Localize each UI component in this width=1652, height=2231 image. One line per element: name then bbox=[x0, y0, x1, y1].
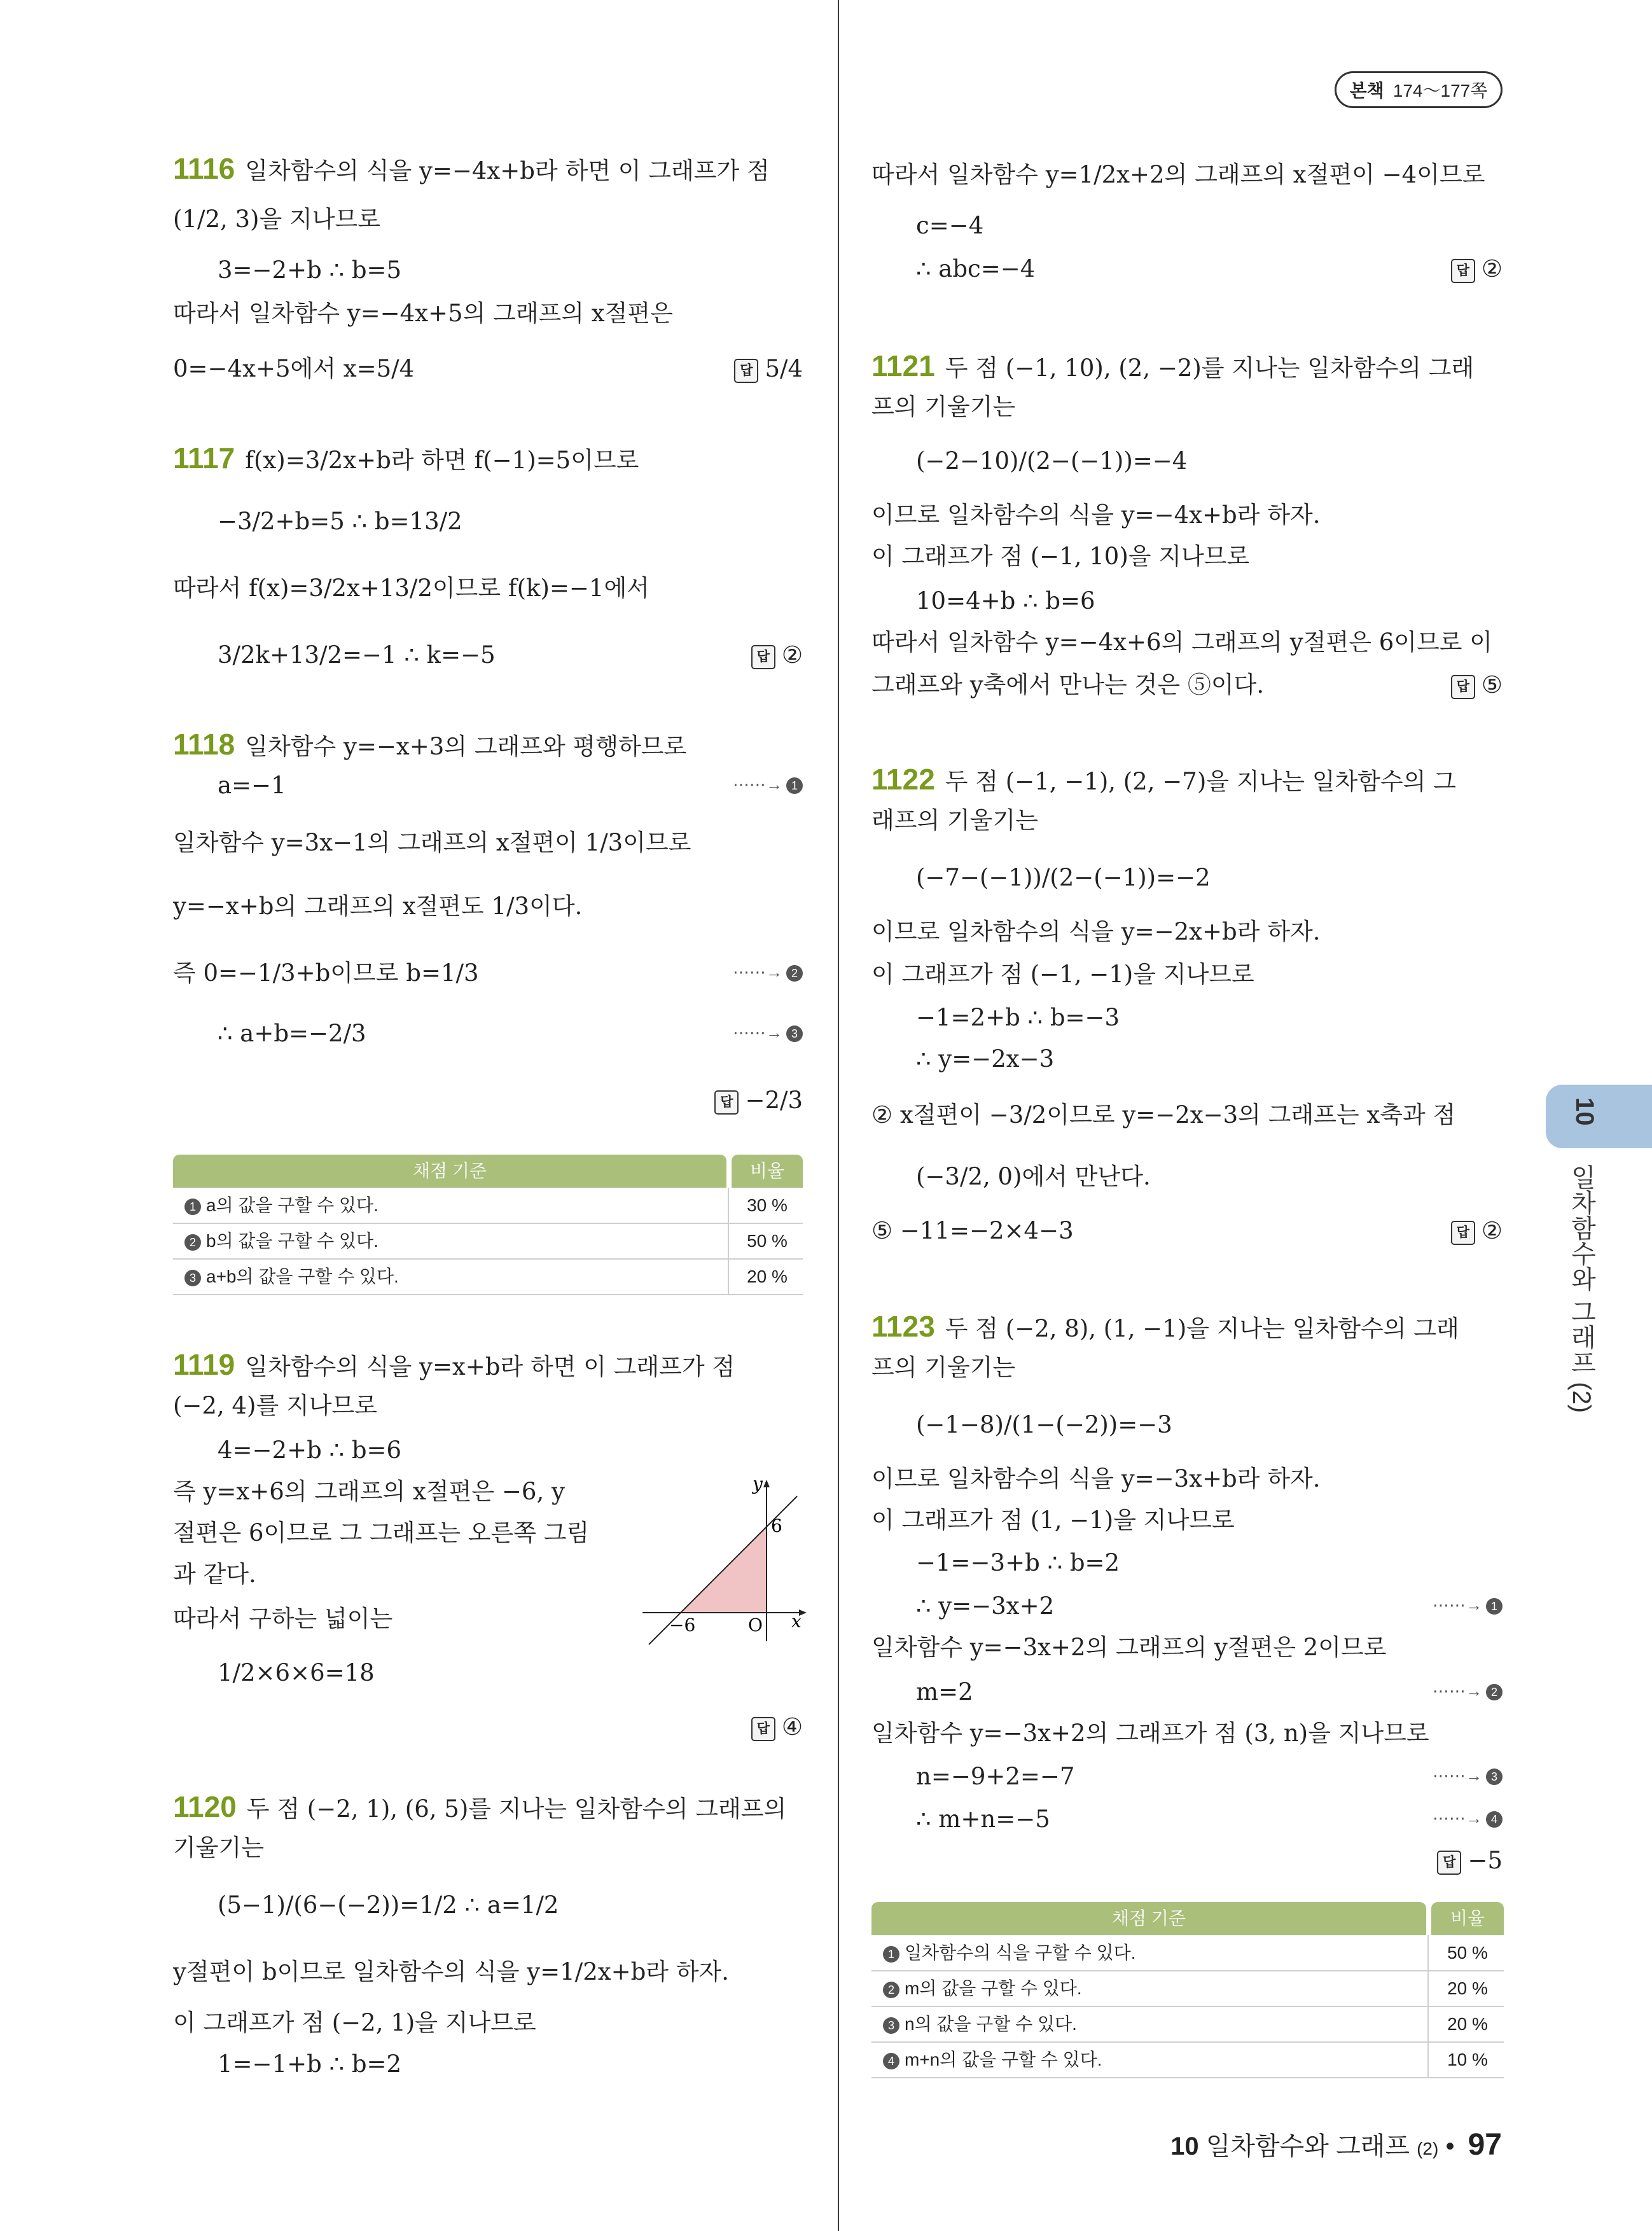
line-text: ∴ a+b=−2/3 bbox=[218, 1020, 366, 1047]
right-solution-line bbox=[871, 959, 1254, 990]
answer-label-box: 답 bbox=[1451, 259, 1475, 283]
line-text: (5−1)/(6−(−2))=1/2 ∴ a=1/2 bbox=[218, 1891, 559, 1919]
right-solution-line bbox=[871, 499, 1320, 531]
right-solution-line bbox=[916, 1043, 1054, 1075]
answer-value: −2/3 bbox=[745, 1087, 803, 1114]
table-row bbox=[173, 1223, 803, 1260]
line-text: ∴ m+n=−5 bbox=[916, 1805, 1050, 1833]
table-column-separator bbox=[728, 1188, 729, 1295]
line-text: 따라서 일차함수 y=−4x+5의 그래프의 x절편은 bbox=[173, 300, 673, 327]
footer-chapter: 10 bbox=[1170, 2132, 1199, 2160]
answer-value: 5/4 bbox=[765, 355, 803, 382]
answer-label-box: 답 bbox=[751, 645, 775, 669]
side-tab-title: 일차함수와 그래프 (2) bbox=[1567, 1164, 1595, 1414]
graph-1119 bbox=[636, 1476, 814, 1654]
line-text: 프의 기울기는 bbox=[871, 393, 1016, 420]
page-reference-badge bbox=[1335, 71, 1503, 108]
criteria-text: m의 값을 구할 수 있다. bbox=[905, 1978, 1082, 1998]
right-solution-line bbox=[916, 253, 1035, 285]
y-axis-arrow bbox=[763, 1480, 770, 1487]
left-problem-1116-line bbox=[173, 153, 770, 187]
criteria-cell bbox=[883, 2042, 1102, 2077]
line-text: c=−4 bbox=[916, 212, 984, 239]
problem-number: 1120 bbox=[173, 1790, 237, 1823]
right-solution-line bbox=[871, 669, 1264, 701]
line-text: (−3/2, 0)에서 만난다. bbox=[916, 1163, 1151, 1190]
left-solution-line bbox=[218, 639, 496, 671]
left-solution-line bbox=[173, 2007, 536, 2039]
step-marker: ⋯⋯→ 2 bbox=[733, 963, 803, 982]
step-number: 1 bbox=[786, 777, 803, 794]
x-intercept-label: −6 bbox=[669, 1615, 696, 1636]
step-number: 3 bbox=[1486, 1769, 1503, 1785]
line-text: (1/2, 3)을 지나므로 bbox=[173, 205, 380, 233]
ratio-cell: 20 % bbox=[1447, 1978, 1488, 1998]
criteria-cell bbox=[184, 1188, 378, 1223]
line-text: 이 그래프가 점 (−2, 1)을 지나므로 bbox=[173, 2009, 536, 2036]
line-text: 따라서 f(x)=3/2x+13/2이므로 f(k)=−1에서 bbox=[173, 574, 649, 602]
line-text: 일차함수의 식을 y=−4x+b라 하면 이 그래프가 점 bbox=[245, 157, 770, 184]
table-header-ratio: 비율 bbox=[732, 1155, 803, 1188]
criteria-cell bbox=[883, 1971, 1082, 2006]
line-text: 0=−4x+5에서 x=5/4 bbox=[173, 355, 415, 382]
right-solution-line bbox=[871, 1718, 1429, 1749]
right-solution-line bbox=[871, 1463, 1320, 1495]
left-solution-line bbox=[173, 1476, 565, 1508]
ratio-cell: 50 % bbox=[1447, 1943, 1488, 1963]
left-problem-1118-line bbox=[173, 728, 686, 763]
right-solution-line bbox=[916, 1804, 1050, 1835]
ratio-cell: 20 % bbox=[747, 1267, 788, 1286]
right-problem-1121-line bbox=[871, 350, 1474, 384]
ratio-cell: 20 % bbox=[1447, 2014, 1488, 2034]
ratio-cell: 10 % bbox=[1447, 2050, 1488, 2069]
table-column-separator bbox=[1427, 1935, 1429, 2078]
table-row bbox=[871, 1971, 1504, 2007]
line-text: 래프의 기울기는 bbox=[871, 807, 1038, 834]
page-number: 97 bbox=[1468, 2128, 1502, 2162]
criteria-number: 2 bbox=[184, 1234, 201, 1251]
y-intercept-label: 6 bbox=[771, 1515, 782, 1536]
y-axis-label: y bbox=[753, 1476, 763, 1494]
right-solution-line bbox=[916, 1002, 1120, 1034]
line-text: a=−1 bbox=[218, 772, 286, 799]
table-row bbox=[871, 2042, 1504, 2078]
answer-mark bbox=[1451, 253, 1503, 285]
line-text: 두 점 (−2, 8), (1, −1)을 지나는 일차함수의 그래 bbox=[945, 1315, 1459, 1342]
footer-separator: • bbox=[1445, 2132, 1455, 2160]
line-text: 따라서 구하는 넓이는 bbox=[173, 1605, 393, 1632]
left-solution-line bbox=[218, 1018, 366, 1050]
chapter-side-tab bbox=[1546, 1085, 1652, 1148]
right-solution-line bbox=[871, 1352, 1015, 1384]
line-text: (−2, 4)를 지나므로 bbox=[173, 1392, 377, 1419]
right-solution-line bbox=[916, 1676, 973, 1708]
answer-value: ② bbox=[1481, 255, 1503, 282]
line-text: ② x절편이 −3/2이므로 y=−2x−3의 그래프는 x축과 점 bbox=[871, 1101, 1456, 1129]
line-text: 이 그래프가 점 (1, −1)을 지나므로 bbox=[871, 1506, 1235, 1534]
left-solution-line bbox=[218, 1889, 559, 1921]
answer-value: ④ bbox=[781, 1713, 803, 1741]
line-text: 두 점 (−1, −1), (2, −7)을 지나는 일차함수의 그 bbox=[945, 768, 1456, 795]
criteria-number: 1 bbox=[883, 1946, 899, 1963]
left-problem-1120-line bbox=[173, 1791, 786, 1825]
line-text: 일차함수 y=3x−1의 그래프의 x절편이 1/3이므로 bbox=[173, 829, 691, 856]
right-solution-line bbox=[871, 541, 1249, 573]
line-text: f(x)=3/2x+b라 하면 f(−1)=5이므로 bbox=[245, 447, 639, 474]
line-text: 일차함수의 식을 y=x+b라 하면 이 그래프가 점 bbox=[245, 1353, 735, 1380]
page-reference-pages: 174～177쪽 bbox=[1392, 81, 1488, 101]
line-text: −1=−3+b ∴ b=2 bbox=[916, 1549, 1120, 1576]
left-solution-line bbox=[173, 298, 673, 330]
left-solution-line bbox=[173, 1832, 264, 1864]
answer-label-box: 답 bbox=[751, 1717, 775, 1741]
line-text: 이므로 일차함수의 식을 y=−3x+b라 하자. bbox=[871, 1465, 1321, 1492]
left-solution-line bbox=[173, 1517, 589, 1549]
line-text: 과 같다. bbox=[173, 1560, 256, 1588]
step-number: 2 bbox=[786, 965, 803, 982]
footer-title: 일차함수와 그래프 bbox=[1205, 2132, 1410, 2160]
table-header-criteria: 채점 기준 bbox=[871, 1902, 1426, 1935]
line-text: 1=−1+b ∴ b=2 bbox=[218, 2050, 402, 2078]
right-solution-line bbox=[916, 1590, 1054, 1622]
line-text: 일차함수 y=−3x+2의 그래프의 y절편은 2이므로 bbox=[871, 1634, 1387, 1661]
criteria-cell bbox=[184, 1259, 399, 1294]
criteria-cell bbox=[883, 1935, 1135, 1970]
x-axis-label: x bbox=[791, 1611, 802, 1632]
criteria-text: a의 값을 구할 수 있다. bbox=[206, 1195, 378, 1215]
line-text: 따라서 일차함수 y=1/2x+2의 그래프의 x절편이 −4이므로 bbox=[871, 161, 1485, 188]
right-solution-line bbox=[871, 1632, 1386, 1664]
problem-number: 1119 bbox=[173, 1348, 235, 1381]
left-solution-line bbox=[173, 827, 691, 859]
table-row bbox=[173, 1188, 803, 1224]
answer-label-box: 답 bbox=[734, 359, 758, 383]
answer-mark bbox=[1451, 1215, 1503, 1247]
criteria-cell bbox=[184, 1223, 378, 1258]
right-solution-line bbox=[916, 1161, 1151, 1193]
criteria-number: 4 bbox=[883, 2053, 899, 2069]
left-solution-line bbox=[173, 1559, 256, 1590]
line-text: 절편은 6이므로 그 그래프는 오른쪽 그림 bbox=[173, 1519, 590, 1546]
line-text: 이 그래프가 점 (−1, 10)을 지나므로 bbox=[871, 543, 1250, 570]
right-solution-line bbox=[871, 805, 1038, 837]
criteria-text: 일차함수의 식을 구할 수 있다. bbox=[905, 1943, 1136, 1963]
line-text: 그래프와 y축에서 만나는 것은 ⑤이다. bbox=[871, 671, 1265, 698]
line-text: 1/2×6×6=18 bbox=[218, 1659, 375, 1686]
answer-mark bbox=[1437, 1845, 1503, 1877]
answer-mark bbox=[714, 1085, 803, 1116]
right-solution-line bbox=[916, 1547, 1120, 1579]
ratio-cell: 50 % bbox=[747, 1231, 788, 1251]
left-solution-line bbox=[218, 2048, 401, 2080]
step-marker: ⋯⋯→ 3 bbox=[733, 1023, 803, 1043]
left-solution-line bbox=[173, 1603, 392, 1635]
line-text: 3=−2+b ∴ b=5 bbox=[218, 256, 402, 284]
problem-number: 1118 bbox=[173, 728, 235, 761]
line-text: 이 그래프가 점 (−1, −1)을 지나므로 bbox=[871, 961, 1254, 988]
criteria-number: 1 bbox=[184, 1199, 201, 1215]
right-solution-line bbox=[916, 210, 983, 242]
line-text: 이므로 일차함수의 식을 y=−2x+b라 하자. bbox=[871, 918, 1321, 945]
left-solution-line bbox=[173, 353, 414, 385]
line-text: −1=2+b ∴ b=−3 bbox=[916, 1004, 1120, 1031]
answer-value: ② bbox=[1481, 1217, 1503, 1244]
criteria-number: 3 bbox=[883, 2017, 899, 2034]
step-number: 3 bbox=[786, 1025, 803, 1042]
page-footer bbox=[1170, 2126, 1502, 2162]
criteria-text: m+n의 값을 구할 수 있다. bbox=[905, 2050, 1102, 2069]
criteria-text: b의 값을 구할 수 있다. bbox=[206, 1231, 378, 1251]
answer-mark bbox=[734, 353, 803, 385]
step-marker: ⋯⋯→ 1 bbox=[733, 775, 803, 795]
scoring-table-1123 bbox=[871, 1902, 1504, 2080]
line-text: ⑤ −11=−2×4−3 bbox=[871, 1217, 1074, 1244]
line-text: 3/2k+13/2=−1 ∴ k=−5 bbox=[218, 641, 496, 669]
right-problem-1123-line bbox=[871, 1310, 1459, 1345]
line-text: 따라서 일차함수 y=−4x+6의 그래프의 y절편은 6이므로 이 bbox=[871, 629, 1492, 656]
line-text: 즉 0=−1/3+b이므로 b=1/3 bbox=[173, 959, 479, 987]
left-solution-line bbox=[173, 891, 582, 922]
left-solution-line bbox=[218, 1435, 401, 1466]
step-number: 2 bbox=[1486, 1684, 1503, 1700]
table-header-ratio: 비율 bbox=[1431, 1902, 1504, 1935]
table-row bbox=[173, 1259, 803, 1295]
right-solution-line bbox=[916, 445, 1187, 477]
left-problem-1117-line bbox=[173, 442, 639, 476]
criteria-cell bbox=[883, 2006, 1077, 2041]
line-text: 두 점 (−1, 10), (2, −2)를 지나는 일차함수의 그래 bbox=[945, 354, 1475, 382]
line-text: 기울기는 bbox=[173, 1834, 264, 1861]
step-marker: ⋯⋯→ 2 bbox=[1433, 1681, 1503, 1701]
left-solution-line bbox=[218, 770, 286, 802]
right-problem-1122-line bbox=[871, 763, 1456, 798]
criteria-text: a+b의 값을 구할 수 있다. bbox=[206, 1267, 399, 1286]
table-header-criteria: 채점 기준 bbox=[173, 1155, 726, 1188]
step-marker: ⋯⋯→ 3 bbox=[1433, 1766, 1503, 1786]
right-solution-line bbox=[871, 1505, 1235, 1536]
left-solution-line bbox=[173, 1956, 729, 1988]
line-text: 일차함수 y=−x+3의 그래프와 평행하므로 bbox=[245, 733, 687, 760]
answer-label-box: 답 bbox=[1451, 1221, 1475, 1245]
right-solution-line bbox=[871, 391, 1015, 423]
problem-number: 1123 bbox=[871, 1310, 935, 1343]
left-solution-line bbox=[218, 254, 401, 286]
line-text: 10=4+b ∴ b=6 bbox=[916, 587, 1095, 615]
line-text: 프의 기울기는 bbox=[871, 1354, 1016, 1381]
criteria-number: 2 bbox=[883, 1982, 899, 1998]
side-tab-number: 10 bbox=[1571, 1097, 1599, 1126]
problem-number: 1117 bbox=[173, 441, 235, 475]
answer-value: −5 bbox=[1468, 1847, 1503, 1874]
line-text: (−7−(−1))/(2−(−1))=−2 bbox=[916, 864, 1211, 891]
criteria-number: 3 bbox=[184, 1270, 201, 1286]
origin-label: O bbox=[748, 1615, 763, 1636]
line-text: 일차함수 y=−3x+2의 그래프가 점 (3, n)을 지나므로 bbox=[871, 1720, 1429, 1747]
line-text: y=−x+b의 그래프의 x절편도 1/3이다. bbox=[173, 893, 583, 920]
line-text: 즉 y=x+6의 그래프의 x절편은 −6, y bbox=[173, 1478, 565, 1505]
line-text: n=−9+2=−7 bbox=[916, 1763, 1075, 1790]
problem-number: 1116 bbox=[173, 152, 235, 185]
line-text: ∴ abc=−4 bbox=[916, 255, 1036, 282]
answer-label-box: 답 bbox=[1437, 1851, 1461, 1875]
right-solution-line bbox=[871, 159, 1485, 191]
right-solution-line bbox=[871, 627, 1492, 658]
left-solution-line bbox=[173, 957, 479, 989]
line-text: ∴ y=−3x+2 bbox=[916, 1592, 1055, 1620]
right-solution-line bbox=[916, 585, 1095, 617]
step-marker: ⋯⋯→ 4 bbox=[1433, 1809, 1503, 1828]
table-row bbox=[871, 1935, 1504, 1971]
answer-mark bbox=[1451, 669, 1503, 701]
line-text: y절편이 b이므로 일차함수의 식을 y=1/2x+b라 하자. bbox=[173, 1958, 730, 1985]
left-solution-line bbox=[173, 204, 380, 235]
answer-mark bbox=[751, 639, 803, 671]
line-text: 두 점 (−2, 1), (6, 5)를 지나는 일차함수의 그래프의 bbox=[246, 1795, 787, 1823]
problem-number: 1121 bbox=[871, 349, 935, 382]
step-number: 1 bbox=[1486, 1598, 1503, 1615]
answer-label-box: 답 bbox=[714, 1090, 739, 1115]
line-text: m=2 bbox=[916, 1678, 973, 1706]
column-divider bbox=[838, 0, 839, 2231]
scoring-table-1118 bbox=[173, 1155, 803, 1295]
answer-label-box: 답 bbox=[1451, 675, 1475, 699]
problem-number: 1122 bbox=[871, 763, 935, 796]
left-solution-line bbox=[218, 506, 462, 538]
line-text: 4=−2+b ∴ b=6 bbox=[218, 1436, 402, 1464]
answer-value: ⑤ bbox=[1481, 671, 1503, 698]
left-problem-1119-line bbox=[173, 1349, 735, 1383]
right-solution-line bbox=[871, 916, 1320, 948]
left-solution-line bbox=[173, 1390, 377, 1422]
page-reference-label: 본책 bbox=[1349, 81, 1384, 101]
step-marker: ⋯⋯→ 1 bbox=[1433, 1595, 1503, 1615]
footer-sub: (2) bbox=[1417, 2139, 1439, 2158]
right-solution-line bbox=[916, 1761, 1074, 1793]
answer-value: ② bbox=[781, 641, 803, 669]
line-text: −3/2+b=5 ∴ b=13/2 bbox=[218, 508, 462, 535]
line-text: ∴ y=−2x−3 bbox=[916, 1045, 1055, 1073]
left-solution-line bbox=[218, 1657, 375, 1689]
criteria-text: n의 값을 구할 수 있다. bbox=[905, 2014, 1077, 2034]
right-solution-line bbox=[916, 862, 1211, 894]
left-solution-line bbox=[173, 573, 649, 604]
right-solution-line bbox=[871, 1215, 1074, 1247]
line-text: (−1−8)/(1−(−2))=−3 bbox=[916, 1411, 1172, 1438]
right-solution-line bbox=[916, 1409, 1172, 1441]
ratio-cell: 30 % bbox=[747, 1195, 788, 1215]
line-text: (−2−10)/(2−(−1))=−4 bbox=[916, 447, 1188, 475]
table-row bbox=[871, 2006, 1504, 2043]
right-solution-line bbox=[871, 1099, 1455, 1131]
answer-mark bbox=[751, 1711, 803, 1743]
line-text: 이므로 일차함수의 식을 y=−4x+b라 하자. bbox=[871, 501, 1321, 529]
step-number: 4 bbox=[1486, 1811, 1503, 1828]
